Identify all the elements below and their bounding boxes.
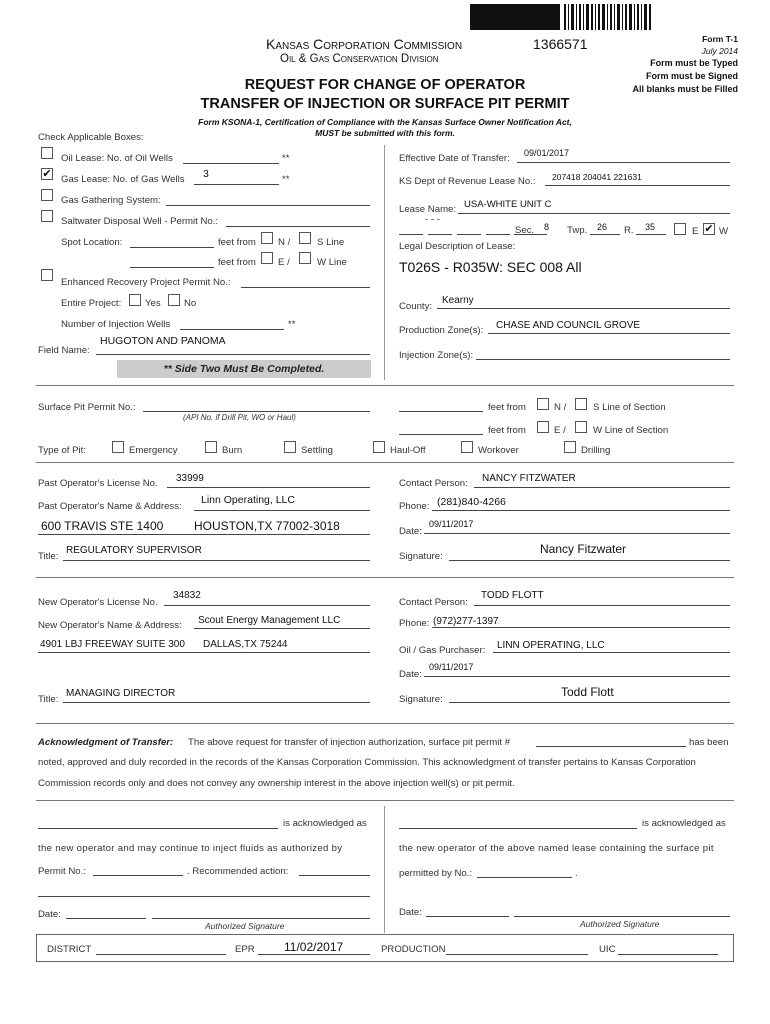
- injection-wells-label: Number of Injection Wells: [61, 319, 171, 330]
- past-name-field[interactable]: [194, 510, 370, 511]
- pit-n-checkbox[interactable]: [537, 398, 549, 410]
- entire-yes-checkbox[interactable]: [129, 294, 141, 306]
- ack-right-sig-field[interactable]: [514, 916, 730, 917]
- form-id: Form T-1: [702, 34, 738, 44]
- new-title-field[interactable]: [63, 702, 370, 703]
- new-license-label: New Operator's License No.: [38, 597, 158, 608]
- past-contact-value: NANCY FITZWATER: [482, 473, 576, 484]
- entire-project-label: Entire Project:: [61, 298, 122, 309]
- pit-e-label: E /: [554, 425, 566, 436]
- swd-label: Saltwater Disposal Well - Permit No.:: [61, 216, 219, 227]
- barcode: [470, 4, 655, 30]
- new-address1: 4901 LBJ FREEWAY SUITE 300: [40, 639, 185, 650]
- barcode-number: 1366571: [533, 36, 588, 52]
- ack-left-operator-field[interactable]: [38, 828, 278, 829]
- ack-left-extra-field[interactable]: [38, 896, 370, 897]
- effective-date-field[interactable]: [517, 162, 730, 163]
- gas-wells-stars: **: [282, 174, 290, 185]
- production-zones-value: CHASE AND COUNCIL GROVE: [496, 320, 641, 331]
- injection-wells-field[interactable]: [180, 329, 284, 330]
- pit-api-note: (API No. if Drill Pit, WO or Haul): [183, 413, 296, 422]
- county-value: Kearny: [442, 295, 474, 306]
- pit-hauloff-label: Haul-Off: [390, 445, 426, 456]
- pit-emergency-label: Emergency: [129, 445, 178, 456]
- pit-permit-field[interactable]: [143, 411, 370, 412]
- range-w-label: W: [719, 226, 729, 237]
- pit-emergency-checkbox[interactable]: [112, 441, 124, 453]
- oil-lease-checkbox[interactable]: [41, 147, 53, 159]
- oil-lease-label: Oil Lease: No. of Oil Wells: [61, 153, 173, 164]
- past-phone-field[interactable]: [432, 510, 730, 511]
- spot-feet-ns-field[interactable]: [130, 247, 214, 248]
- new-purchaser-field[interactable]: [493, 652, 730, 653]
- column-divider: [384, 145, 385, 380]
- new-signature-field[interactable]: [449, 702, 730, 703]
- new-name-value: Scout Energy Management LLC: [198, 615, 341, 626]
- new-phone-value: (972)277-1397: [433, 616, 499, 627]
- pit-drilling-label: Drilling: [581, 445, 611, 456]
- footer-epr-value: 11/02/2017: [284, 940, 344, 954]
- range-e-label: E: [692, 226, 699, 237]
- new-contact-label: Contact Person:: [399, 597, 468, 608]
- pit-hauloff-checkbox[interactable]: [373, 441, 385, 453]
- past-contact-label: Contact Person:: [399, 478, 468, 489]
- divider-5: [36, 800, 734, 801]
- qtr-field-1[interactable]: [399, 234, 423, 235]
- divider-1: [36, 385, 734, 386]
- injection-zones-field[interactable]: [476, 359, 730, 360]
- past-signature-field[interactable]: [449, 560, 730, 561]
- county-label: County:: [399, 301, 433, 312]
- footer-uic-label: UIC: [599, 944, 616, 955]
- field-name-label: Field Name:: [38, 345, 90, 356]
- ack-recommended-label: . Recommended action:: [187, 866, 289, 877]
- pit-workover-checkbox[interactable]: [461, 441, 473, 453]
- past-name-value: Linn Operating, LLC: [201, 494, 295, 506]
- ks-dept-value: 207418 204041 221631: [552, 172, 642, 182]
- twp-label: Twp.: [567, 225, 588, 236]
- past-address2: HOUSTON,TX 77002-3018: [194, 519, 340, 533]
- r-value: 35: [645, 222, 656, 232]
- production-zones-field[interactable]: [488, 333, 730, 334]
- footer-epr-field[interactable]: [258, 954, 370, 955]
- ack-permitted-by-field[interactable]: [477, 877, 572, 878]
- range-e-checkbox[interactable]: [674, 223, 686, 235]
- new-name-label: New Operator's Name & Address:: [38, 620, 182, 631]
- ack-left-date-field[interactable]: [66, 918, 146, 919]
- spot-dashes: - - -: [425, 214, 440, 225]
- subtitle-line1: Form KSONA-1, Certification of Compliance with the Kansas Surface Owner Notification Act,: [198, 117, 572, 127]
- entire-no-checkbox[interactable]: [168, 294, 180, 306]
- enhanced-label: Enhanced Recovery Project Permit No.:: [61, 277, 231, 288]
- footer-district-label: DISTRICT: [47, 944, 92, 955]
- gas-gathering-checkbox[interactable]: [41, 189, 53, 201]
- lease-name-value: USA-WHITE UNIT C: [464, 199, 552, 210]
- injection-zones-label: Injection Zone(s):: [399, 350, 474, 361]
- new-date-field[interactable]: [424, 676, 730, 677]
- ks-dept-field[interactable]: [545, 185, 730, 186]
- spot-s-line: S Line: [317, 237, 345, 248]
- twp-value: 26: [597, 222, 608, 232]
- injection-wells-stars: **: [288, 319, 296, 330]
- ack-left-auth-sig: Authorized Signature: [205, 921, 285, 931]
- ack-divider: [384, 806, 385, 933]
- pit-s-line: S Line of Section: [593, 402, 666, 413]
- effective-date-value: 09/01/2017: [524, 148, 570, 158]
- ack-right-date-field[interactable]: [426, 916, 509, 917]
- new-signature-value: Todd Flott: [561, 685, 614, 699]
- pit-e-checkbox[interactable]: [537, 421, 549, 433]
- divider-2: [36, 462, 734, 463]
- past-phone-label: Phone:: [399, 501, 430, 512]
- form-title-line1: REQUEST FOR CHANGE OF OPERATOR: [244, 77, 526, 93]
- past-license-field[interactable]: [167, 487, 370, 488]
- pit-n-label: N /: [554, 402, 567, 413]
- spot-w-line: W Line: [317, 257, 347, 268]
- new-name-field[interactable]: [194, 628, 370, 629]
- legal-desc-label: Legal Description of Lease:: [399, 241, 516, 252]
- pit-burn-checkbox[interactable]: [205, 441, 217, 453]
- legal-desc-value: T026S - R035W: SEC 008 All: [399, 259, 582, 275]
- gas-lease-checkbox[interactable]: ✔: [42, 168, 52, 180]
- ack-permitted-by-label: permitted by No.:: [399, 868, 473, 879]
- footer-district-field[interactable]: [96, 954, 226, 955]
- gas-wells-field[interactable]: [194, 184, 279, 185]
- new-purchaser-label: Oil / Gas Purchaser:: [399, 645, 486, 656]
- past-title-field[interactable]: [63, 560, 370, 561]
- footer-epr-label: EPR: [235, 944, 255, 955]
- past-address-field[interactable]: [38, 534, 370, 535]
- past-title-value: REGULATORY SUPERVISOR: [66, 545, 202, 556]
- ack-heading: Acknowledgment of Transfer:: [38, 737, 174, 748]
- field-name-value: HUGOTON AND PANOMA: [100, 335, 226, 347]
- past-date-value: 09/11/2017: [429, 519, 474, 529]
- sec-value: 8: [544, 222, 550, 232]
- pit-settling-label: Settling: [301, 445, 333, 456]
- county-field[interactable]: [437, 308, 730, 309]
- new-license-field[interactable]: [164, 605, 370, 606]
- division-name: Oil & Gas Conservation Division: [280, 53, 439, 65]
- past-phone-value: (281)840-4266: [437, 496, 506, 508]
- note-typed: Form must be Typed: [650, 58, 738, 68]
- divider-4: [36, 723, 734, 724]
- entire-no-label: No: [184, 298, 197, 309]
- ack-has-been: has been: [689, 737, 729, 748]
- ack-left-is-ack: is acknowledged as: [283, 818, 367, 829]
- gas-gathering-field[interactable]: [166, 205, 370, 206]
- ks-dept-label: KS Dept of Revenue Lease No.:: [399, 176, 536, 187]
- pit-type-label: Type of Pit:: [38, 445, 86, 456]
- spot-n-label: N /: [278, 237, 291, 248]
- spot-e-checkbox[interactable]: [261, 252, 273, 264]
- field-name-field[interactable]: [96, 354, 370, 355]
- ack-period: .: [575, 868, 578, 879]
- form-title-line2: TRANSFER OF INJECTION OR SURFACE PIT PERMIT: [200, 96, 570, 112]
- check-boxes-label: Check Applicable Boxes:: [38, 132, 144, 143]
- oil-wells-field[interactable]: [183, 163, 279, 164]
- pit-settling-checkbox[interactable]: [284, 441, 296, 453]
- past-signature-label: Signature:: [399, 551, 443, 562]
- pit-feet-from-2: feet from: [488, 425, 526, 436]
- twp-field[interactable]: [590, 234, 620, 235]
- ack-permit-no-field[interactable]: [93, 875, 183, 876]
- pit-workover-label: Workover: [478, 445, 519, 456]
- past-date-label: Date:: [399, 526, 422, 537]
- footer-uic-field[interactable]: [618, 954, 718, 955]
- past-signature-value: Nancy Fitzwater: [540, 542, 627, 556]
- past-title-label: Title:: [38, 551, 59, 562]
- qtr-field-4[interactable]: [486, 234, 510, 235]
- spot-w-checkbox[interactable]: [299, 252, 311, 264]
- ack-right-text: the new operator of the above named lease containing the surface pit: [399, 843, 714, 854]
- new-purchaser-value: LINN OPERATING, LLC: [497, 640, 605, 651]
- past-contact-field[interactable]: [474, 487, 730, 488]
- ack-right-date-label: Date:: [399, 907, 422, 918]
- pit-feet-ns-field[interactable]: [399, 411, 483, 412]
- past-license-value: 33999: [176, 473, 204, 484]
- entire-yes-label: Yes: [145, 298, 161, 309]
- new-date-label: Date:: [399, 669, 422, 680]
- ack-right-is-ack: is acknowledged as: [642, 818, 726, 829]
- qtr-field-3[interactable]: [457, 234, 481, 235]
- new-title-label: Title:: [38, 694, 59, 705]
- gas-wells-value: 3: [203, 168, 209, 180]
- pit-drilling-checkbox[interactable]: [564, 441, 576, 453]
- new-signature-label: Signature:: [399, 694, 443, 705]
- ack-left-sig-field[interactable]: [152, 918, 370, 919]
- past-address1: 600 TRAVIS STE 1400: [41, 519, 164, 533]
- spot-location-label: Spot Location:: [61, 237, 123, 248]
- barcode-graphic: [470, 4, 655, 30]
- spot-n-checkbox[interactable]: [261, 232, 273, 244]
- pit-burn-label: Burn: [222, 445, 243, 456]
- new-license-value: 34832: [173, 590, 201, 601]
- footer-production-label: PRODUCTION: [381, 944, 446, 955]
- ack-text1: The above request for transfer of injection authorization, surface pit permit #: [188, 737, 511, 748]
- pit-s-checkbox[interactable]: [575, 398, 587, 410]
- new-address2: DALLAS,TX 75244: [203, 639, 288, 650]
- ack-right-auth-sig: Authorized Signature: [580, 919, 660, 929]
- qtr-field-2[interactable]: [428, 234, 452, 235]
- pit-feet-from-1: feet from: [488, 402, 526, 413]
- oil-wells-stars: **: [282, 153, 290, 164]
- sec-label: Sec.: [515, 225, 535, 236]
- ack-text3: Commission records only and does not convey any ownership interest in the above injection well(s) or pit permit.: [38, 778, 515, 789]
- ack-text2: noted, approved and duly recorded in the records of the Kansas Corporation Commission. This acknowledgment of transfer pertains to Kansas Corporation: [38, 757, 696, 768]
- lease-name-label: Lease Name:: [399, 204, 457, 215]
- gas-lease-label: Gas Lease: No. of Gas Wells: [61, 174, 185, 185]
- new-address-field[interactable]: [38, 652, 370, 653]
- spot-s-checkbox[interactable]: [299, 232, 311, 244]
- r-field[interactable]: [636, 234, 666, 235]
- gas-gathering-label: Gas Gathering System:: [61, 195, 161, 206]
- form-date: July 2014: [701, 46, 738, 56]
- past-date-field[interactable]: [424, 533, 730, 534]
- swd-checkbox[interactable]: [41, 210, 53, 222]
- enhanced-checkbox[interactable]: [41, 269, 53, 281]
- past-license-label: Past Operator's License No.: [38, 478, 158, 489]
- new-phone-field[interactable]: [432, 627, 730, 628]
- ack-right-operator-field[interactable]: [399, 828, 637, 829]
- spot-feet-from-1: feet from: [218, 237, 256, 248]
- pit-permit-label: Surface Pit Permit No.:: [38, 402, 136, 413]
- new-date-value: 09/11/2017: [429, 662, 474, 672]
- subtitle-line2: MUST be submitted with this form.: [315, 128, 455, 138]
- footer-production-field[interactable]: [446, 954, 588, 955]
- spot-feet-ew-field[interactable]: [130, 267, 214, 268]
- new-contact-value: TODD FLOTT: [481, 590, 544, 601]
- production-zones-label: Production Zone(s):: [399, 325, 484, 336]
- new-contact-field[interactable]: [474, 605, 730, 606]
- note-signed: Form must be Signed: [645, 71, 738, 81]
- pit-w-checkbox[interactable]: [575, 421, 587, 433]
- ack-left-text: the new operator and may continue to inject fluids as authorized by: [38, 843, 343, 854]
- lease-name-field[interactable]: [458, 213, 730, 214]
- spot-feet-from-2: feet from: [218, 257, 256, 268]
- enhanced-permit-field[interactable]: [241, 287, 370, 288]
- ack-permit-field[interactable]: [536, 746, 686, 747]
- divider-3: [36, 577, 734, 578]
- r-label: R.: [624, 225, 634, 236]
- swd-permit-field[interactable]: [226, 226, 370, 227]
- pit-w-line: W Line of Section: [593, 425, 669, 436]
- new-title-value: MANAGING DIRECTOR: [66, 688, 176, 699]
- spot-e-label: E /: [278, 257, 290, 268]
- range-w-checkbox[interactable]: ✔: [704, 223, 714, 235]
- commission-name: Kansas Corporation Commission: [266, 36, 463, 52]
- side-two-banner: ** Side Two Must Be Completed.: [117, 360, 371, 378]
- pit-feet-ew-field[interactable]: [399, 434, 483, 435]
- new-phone-label: Phone:: [399, 618, 430, 629]
- ack-left-date-label: Date:: [38, 909, 61, 920]
- note-filled: All blanks must be Filled: [632, 84, 738, 94]
- effective-date-label: Effective Date of Transfer:: [399, 153, 510, 164]
- past-name-label: Past Operator's Name & Address:: [38, 501, 182, 512]
- ack-recommended-field[interactable]: [299, 875, 370, 876]
- ack-permit-no-label: Permit No.:: [38, 866, 86, 877]
